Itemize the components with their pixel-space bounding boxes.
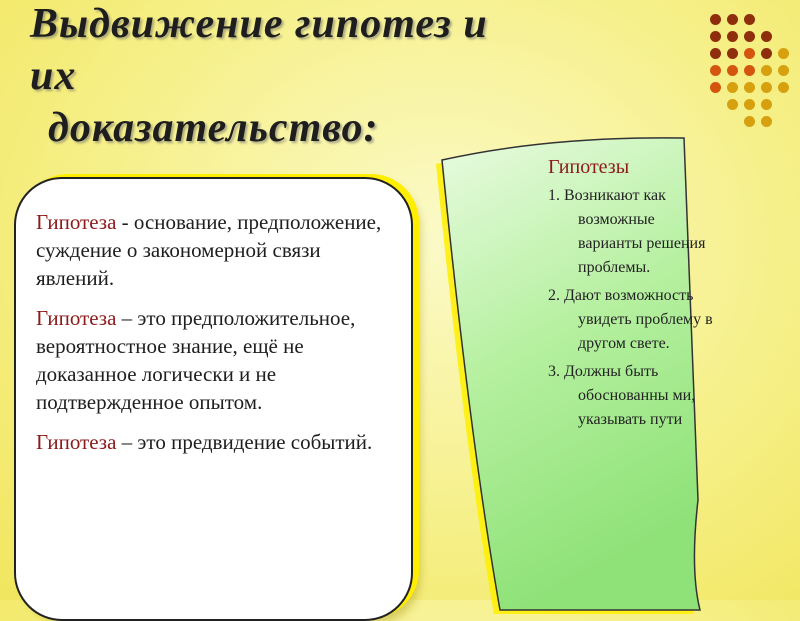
decorative-dot — [744, 48, 755, 59]
decorative-dot — [761, 99, 772, 110]
definition-text: – это предвидение событий. — [116, 430, 373, 454]
definition-term: Гипотеза — [36, 210, 117, 234]
decorative-dot — [710, 65, 721, 76]
decorative-dot — [727, 31, 738, 42]
hypotheses-title: Гипотезы — [548, 156, 630, 178]
decorative-dot — [744, 116, 755, 127]
decorative-dot-grid — [710, 14, 800, 134]
decorative-dot — [727, 82, 738, 93]
decorative-dot — [761, 82, 772, 93]
definition-2 — [36, 304, 396, 416]
decorative-dot — [778, 82, 789, 93]
hypothesis-item-1: 1. Возникают как возможные варианты решения проблемы. — [548, 187, 706, 276]
decorative-dot — [761, 65, 772, 76]
definition-text: - основание, предположение, суждение о закономерной связи явлений. — [36, 210, 382, 290]
decorative-dot — [710, 31, 721, 42]
decorative-dot — [744, 14, 755, 25]
definition-text: – это предположительное, вероятностное знание, ещё не доказанное логически и не подтвержденное опытом. — [36, 306, 356, 414]
decorative-dot — [744, 31, 755, 42]
definition-term: Гипотеза — [36, 306, 117, 330]
decorative-dot — [744, 82, 755, 93]
definition-3 — [36, 428, 396, 456]
title-line-1: Выдвижение гипотез и — [30, 1, 488, 47]
decorative-dot — [727, 48, 738, 59]
title-line-2: их — [30, 53, 77, 99]
decorative-dot — [778, 65, 789, 76]
decorative-dot — [710, 48, 721, 59]
definition-term: Гипотеза — [36, 430, 117, 454]
hypotheses-panel — [548, 152, 718, 436]
decorative-dot — [778, 48, 789, 59]
title-line-3: доказательство: — [48, 105, 379, 151]
decorative-dot — [727, 65, 738, 76]
hypothesis-item-3: 3. Должны быть обоснованны ми, указывать пути — [548, 363, 696, 428]
decorative-dot — [744, 65, 755, 76]
definitions-box — [14, 177, 413, 621]
definition-1 — [36, 208, 396, 292]
decorative-dot — [744, 99, 755, 110]
hypothesis-item-2: 2. Дают возможность увидеть проблему в другом свете. — [548, 287, 713, 352]
decorative-dot — [761, 31, 772, 42]
decorative-dot — [727, 14, 738, 25]
decorative-dot — [727, 99, 738, 110]
decorative-dot — [710, 82, 721, 93]
decorative-dot — [761, 116, 772, 127]
decorative-dot — [710, 14, 721, 25]
slide-title — [30, 0, 670, 154]
decorative-dot — [761, 48, 772, 59]
